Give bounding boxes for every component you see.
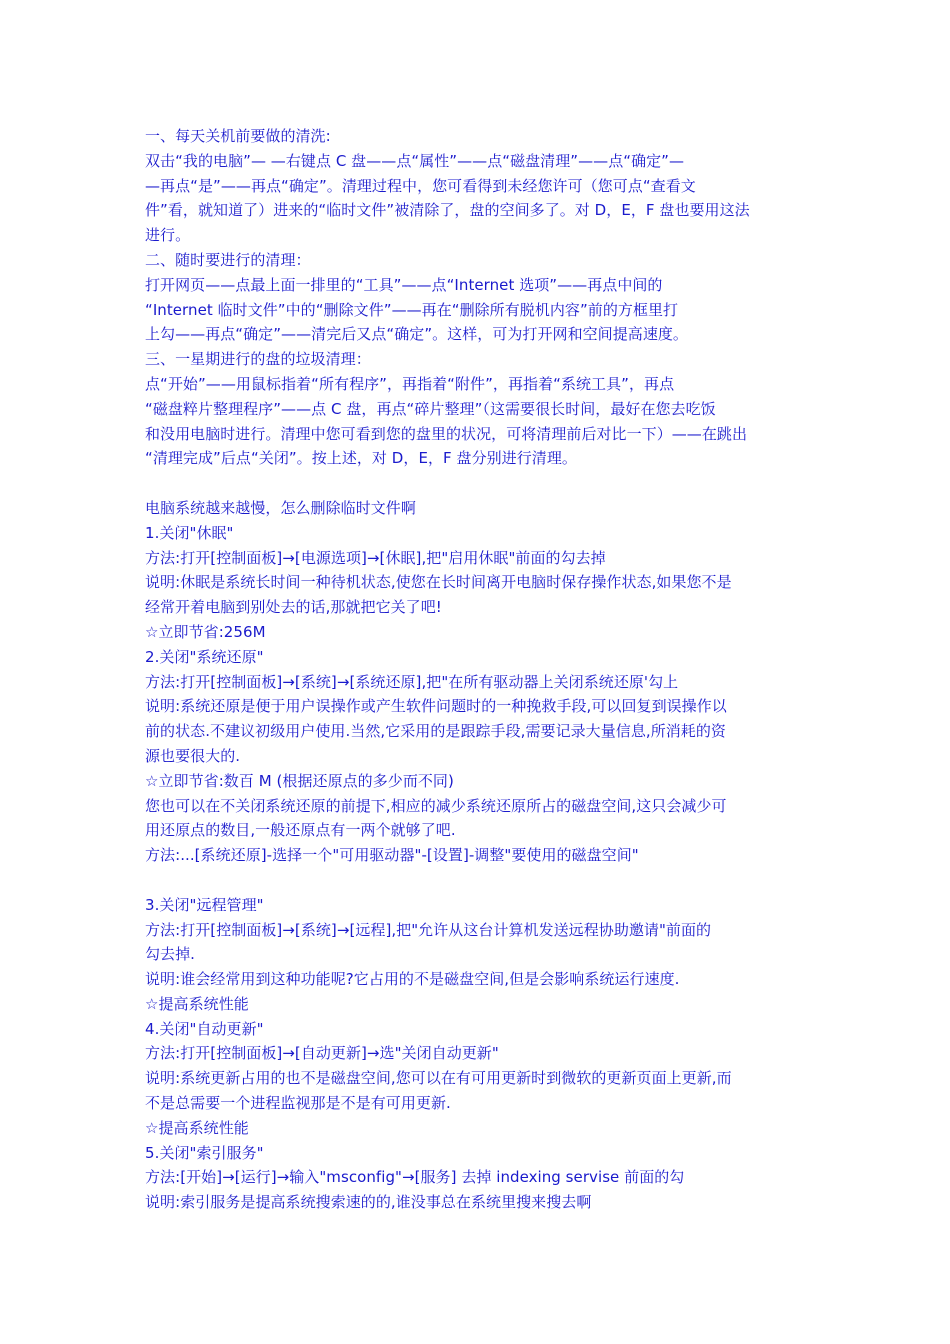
section-heading: 一、每天关机前要做的清洗: <box>145 127 331 145</box>
note-line: 不是总需要一个进程监视那是不是有可用更新. <box>145 1094 451 1113</box>
paragraph-line: 双击“我的电脑”— —右键点 C 盘——点“属性”——点“磁盘清理”——点“确定”— <box>145 151 685 170</box>
note-line: 说明:索引服务是提高系统搜索速的的,谁没事总在系统里搜来搜去啊 <box>145 1193 592 1212</box>
section-heading: 三、一星期进行的盘的垃圾清理： <box>145 350 371 369</box>
article-title: 电脑系统越来越慢，怎么删除临时文件啊 <box>145 498 416 517</box>
note-line: 源也要很大的. <box>145 746 241 765</box>
note-line: 说明:系统还原是便于用户误操作或产生软件问题时的一种挽救手段,可以回复到误操作以 <box>145 697 727 716</box>
item-heading: 5.关闭"索引服务" <box>145 1143 264 1162</box>
method-line: 方法:打开[控制面板]→[系统]→[远程],把"允许从这台计算机发送远程协助邀请"前面的 <box>145 920 712 939</box>
method-line: 方法:打开[控制面板]→[自动更新]→选"关闭自动更新" <box>145 1044 499 1063</box>
item-heading: 4.关闭"自动更新" <box>145 1019 264 1038</box>
note-line: 说明:系统更新占用的也不是磁盘空间,您可以在有可用更新时到微软的更新页面上更新,而 <box>145 1069 732 1088</box>
paragraph-line: “清理完成”后点“关闭”。按上述，对 D，E，F 盘分别进行清理。 <box>145 449 577 468</box>
item-heading: 1.关闭"休眠" <box>145 523 234 542</box>
note-line: 说明:休眠是系统长时间一种待机状态,使您在长时间离开电脑时保存操作状态,如果您不是 <box>145 573 732 592</box>
note-line: 说明:谁会经常用到这种功能呢?它占用的不是磁盘空间,但是会影响系统运行速度. <box>145 970 680 989</box>
blank-line <box>145 868 810 893</box>
saving-line: ☆立即节省:数百 M (根据还原点的多少而不同) <box>145 771 454 790</box>
item-heading: 2.关闭"系统还原" <box>145 647 264 666</box>
paragraph-line: 用还原点的数目,一般还原点有一两个就够了吧. <box>145 821 456 840</box>
note-line: 前的状态.不建议初级用户使用.当然,它采用的是跟踪手段,需要记录大量信息,所消耗的资 <box>145 722 726 741</box>
paragraph-line: 您也可以在不关闭系统还原的前提下,相应的减少系统还原所占的磁盘空间,这只会减少可 <box>145 796 727 815</box>
blank-line <box>145 471 810 496</box>
paragraph-line: 和没用电脑时进行。清理中您可看到您的盘里的状况，可将清理前后对比一下）——在跳出 <box>145 424 748 443</box>
paragraph-line: 件”看，就知道了）进来的“临时文件”被清除了，盘的空间多了。对 D，E，F 盘也要用这法 <box>145 201 750 220</box>
saving-line: ☆立即节省:256M <box>145 622 266 641</box>
method-line: 勾去掉. <box>145 945 195 964</box>
paragraph-line: 上勾——再点“确定”——清完后又点“确定”。这样，可为打开网和空间提高速度。 <box>145 325 688 344</box>
method-line: 方法:...[系统还原]-选择一个"可用驱动器"-[设置]-调整"要使用的磁盘空间" <box>145 846 639 865</box>
paragraph-line: —再点“是”——再点“确定”。清理过程中，您可看得到未经您许可（您可点“查看文 <box>145 176 696 195</box>
saving-line: ☆提高系统性能 <box>145 1118 249 1137</box>
saving-line: ☆提高系统性能 <box>145 994 249 1013</box>
paragraph-line: 进行。 <box>145 226 191 245</box>
section-heading: 二、随时要进行的清理： <box>145 250 311 269</box>
note-line: 经常开着电脑到别处去的话,那就把它关了吧! <box>145 598 442 617</box>
paragraph-line: 点“开始”——用鼠标指着“所有程序”，再指着“附件”，再指着“系统工具”，再点 <box>145 374 675 393</box>
method-line: 方法:打开[控制面板]→[系统]→[系统还原],把"在所有驱动器上关闭系统还原'勾上 <box>145 672 679 691</box>
method-line: 方法:打开[控制面板]→[电源选项]→[休眠],把"启用休眠"前面的勾去掉 <box>145 548 606 567</box>
paragraph-line: “Internet 临时文件”中的“删除文件”——再在“删除所有脱机内容”前的方框里打 <box>145 300 679 319</box>
document-body <box>145 124 810 1215</box>
paragraph-line: “磁盘粹片整理程序”——点 C 盘，再点“碎片整理”（这需要很长时间，最好在您去吃饭 <box>145 399 716 418</box>
paragraph-line: 打开网页——点最上面一排里的“工具”——点“Internet 选项”——再点中间的 <box>145 275 663 294</box>
item-heading: 3.关闭"远程管理" <box>145 895 264 914</box>
method-line: 方法:[开始]→[运行]→输入"msconfig"→[服务] 去掉 indexing servise 前面的勾 <box>145 1168 685 1187</box>
